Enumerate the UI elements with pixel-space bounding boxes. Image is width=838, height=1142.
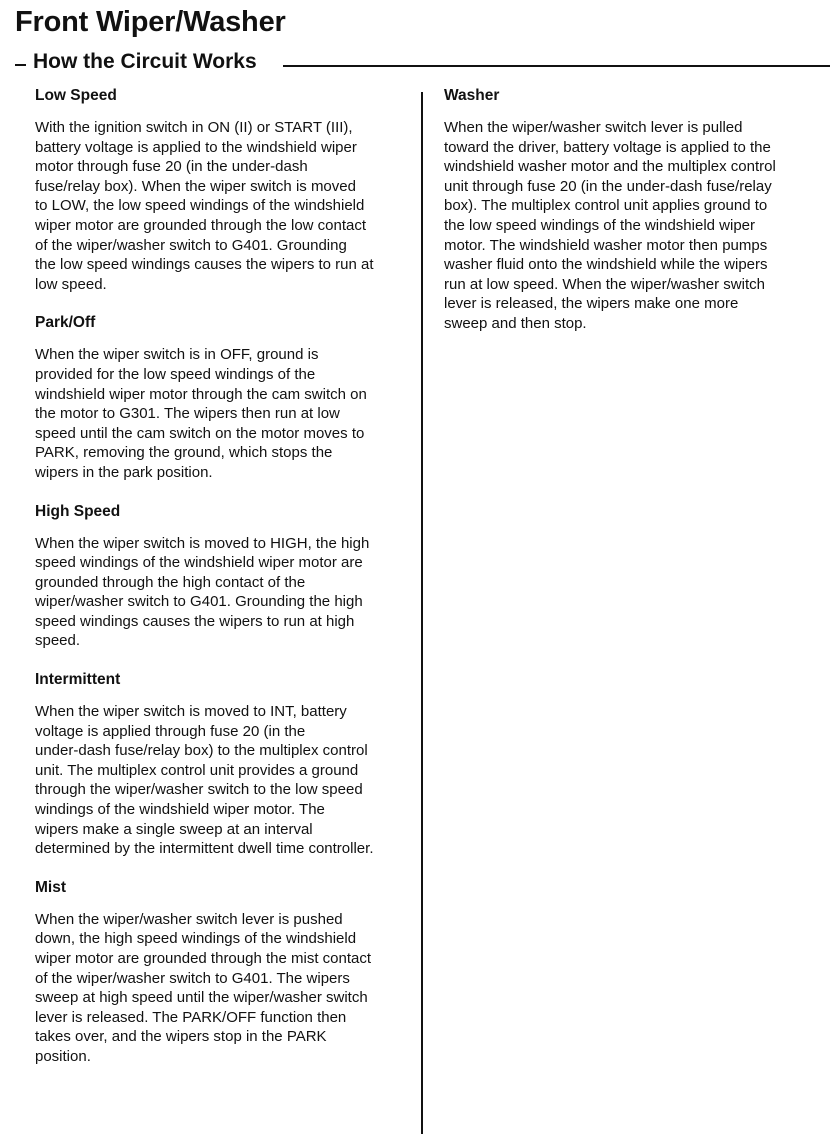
section-heading-mist: Mist	[35, 878, 66, 896]
body-line: speed until the cam switch on the motor moves to	[35, 424, 365, 442]
body-line: fuse/relay box). When the wiper switch is moved	[35, 177, 356, 195]
body-line: motor. The windshield washer motor then pumps	[444, 236, 768, 254]
right-column	[444, 86, 829, 353]
body-line: wiper motor are grounded through the low contact	[35, 216, 367, 234]
body-line: provided for the low speed windings of the	[35, 365, 316, 383]
body-line: When the wiper/washer switch lever is pushed	[35, 910, 343, 928]
body-line: washer fluid onto the windshield while the wipers	[444, 256, 768, 274]
section-heading-low-speed: Low Speed	[35, 87, 117, 104]
body-line: the low speed windings of the windshield wiper	[444, 216, 756, 234]
body-line: battery voltage is applied to the windshield wiper	[35, 138, 357, 156]
body-line: windshield washer motor and the multiplex control	[444, 158, 776, 176]
header-rule	[283, 65, 830, 67]
section-body-high-speed	[35, 534, 415, 652]
body-line: determined by the intermittent dwell time controller.	[35, 840, 374, 858]
body-line: to LOW, the low speed windings of the windshield	[35, 197, 365, 215]
body-line: When the wiper switch is in OFF, ground is	[35, 346, 319, 364]
body-line: under-dash fuse/relay box) to the multiplex control	[35, 742, 368, 760]
section-subtitle: How the Circuit Works	[33, 50, 257, 73]
section-washer	[444, 86, 829, 334]
body-line: unit through fuse 20 (in the under-dash fuse/relay	[444, 177, 772, 195]
body-line: lever is released, the wipers make one more	[444, 295, 739, 313]
section-body-low-speed	[35, 118, 415, 294]
section-heading-high-speed: High Speed	[35, 502, 121, 520]
body-line: motor through fuse 20 (in the under-dash	[35, 158, 308, 176]
body-line: With the ignition switch in ON (II) or START (III),	[35, 119, 353, 136]
body-line: wiper motor are grounded through the mist contact	[35, 950, 372, 967]
body-line: the low speed windings causes the wipers to run at	[35, 256, 374, 274]
section-low-speed	[35, 86, 415, 294]
body-line: of the wiper/washer switch to G401. The wipers	[35, 969, 350, 987]
section-mist	[35, 878, 415, 1067]
page-title: Front Wiper/Washer	[15, 6, 286, 38]
section-heading-washer: Washer	[444, 87, 500, 104]
body-line: low speed.	[35, 275, 107, 293]
body-line: run at low speed. When the wiper/washer switch	[444, 275, 765, 293]
section-body-mist	[35, 910, 415, 1067]
body-line: voltage is applied through fuse 20 (in the	[35, 722, 306, 740]
body-line: of the wiper/washer switch to G401. Grounding	[35, 236, 347, 254]
body-line: speed.	[35, 632, 81, 650]
body-line: grounded through the high contact of the	[35, 573, 306, 591]
body-line: box). The multiplex control unit applies ground to	[444, 197, 768, 215]
body-line: sweep and then stop.	[444, 314, 587, 332]
section-body-park-off	[35, 345, 415, 482]
body-line: takes over, and the wipers stop in the PARK	[35, 1028, 327, 1046]
body-line: the motor to G301. The wipers then run at low	[35, 405, 340, 423]
body-line: speed windings causes the wipers to run at high	[35, 612, 355, 630]
header-dash	[15, 64, 26, 66]
section-heading-intermittent: Intermittent	[35, 671, 121, 689]
body-line: unit. The multiplex control unit provides a ground	[35, 761, 359, 779]
section-intermittent	[35, 670, 415, 859]
body-line: PARK, removing the ground, which stops the	[35, 444, 333, 462]
body-line: lever is released. The PARK/OFF function then	[35, 1008, 347, 1026]
body-line: position.	[35, 1047, 91, 1065]
body-line: speed windings of the windshield wiper motor are	[35, 554, 363, 572]
body-line: When the wiper switch is moved to HIGH, the high	[35, 534, 370, 552]
body-line: windshield wiper motor through the cam switch on	[35, 385, 367, 403]
column-divider	[421, 92, 423, 1134]
section-header	[15, 50, 830, 78]
section-body-washer	[444, 118, 829, 334]
section-park-off	[35, 313, 415, 482]
section-high-speed	[35, 502, 415, 652]
body-line: When the wiper/washer switch lever is pulled	[444, 119, 743, 136]
left-column	[35, 86, 415, 1086]
body-line: through the wiper/washer switch to the low speed	[35, 781, 363, 799]
body-line: sweep at high speed until the wiper/washer switch	[35, 989, 368, 1007]
body-line: windings of the windshield wiper motor. The	[35, 801, 325, 819]
body-line: wipers in the park position.	[35, 463, 213, 481]
body-line: wiper/washer switch to G401. Grounding the high	[35, 593, 363, 611]
section-heading-park-off: Park/Off	[35, 314, 96, 332]
section-body-intermittent	[35, 702, 415, 859]
body-line: wipers make a single sweep at an interval	[35, 820, 313, 838]
body-line: down, the high speed windings of the windshield	[35, 930, 357, 948]
body-line: toward the driver, battery voltage is applied to the	[444, 138, 771, 156]
body-line: When the wiper switch is moved to INT, battery	[35, 703, 347, 721]
